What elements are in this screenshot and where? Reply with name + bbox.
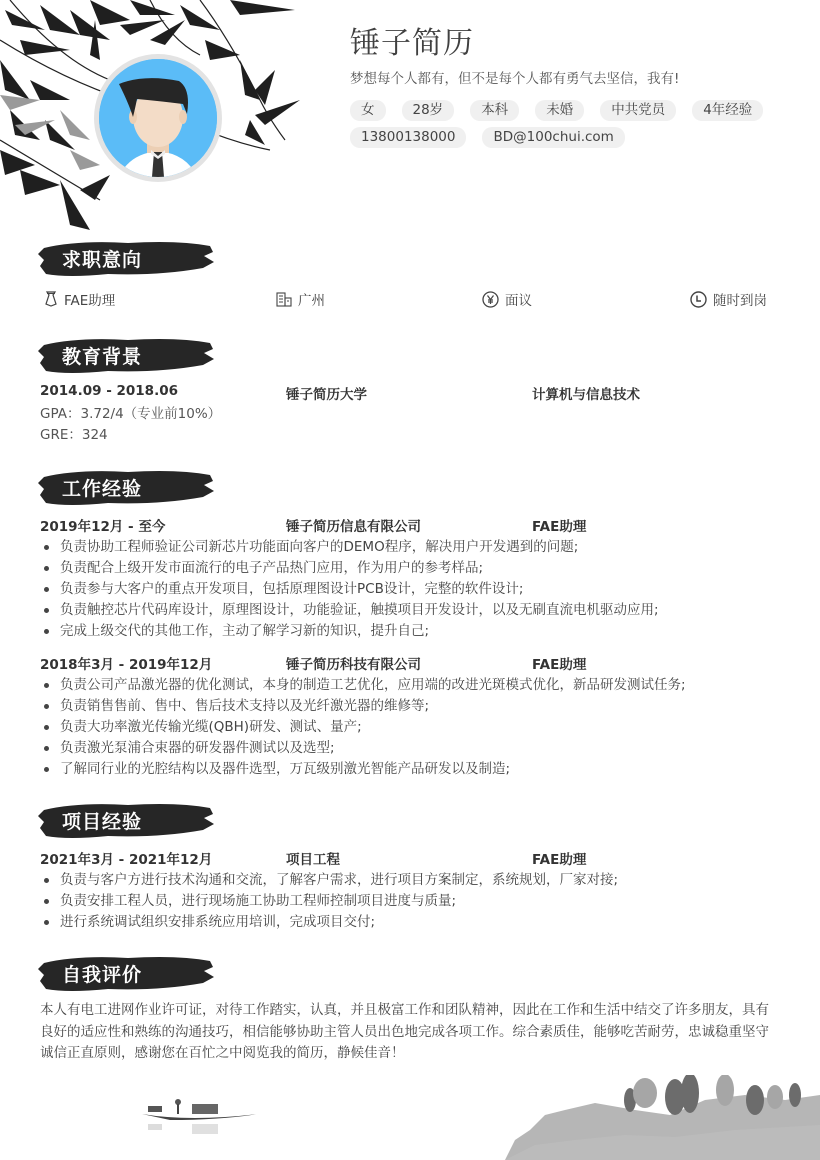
avatar-illustration	[99, 59, 217, 177]
list-item: 完成上级交代的其他工作，主动了解学习新的知识，提升自己;	[40, 621, 780, 642]
tag-phone: 13800138000	[350, 127, 466, 148]
tag-email: BD@100chui.com	[482, 127, 624, 148]
work-1-role: FAE助理	[532, 519, 587, 535]
building-icon	[276, 292, 292, 307]
list-item: 负责激光泵浦合束器的研发器件测试以及选型;	[40, 738, 780, 759]
work-2-company: 锤子简历科技有限公司	[286, 657, 421, 673]
education-school: 锤子简历大学	[286, 387, 367, 403]
intent-availability: 随时到岗	[690, 289, 767, 309]
section-title-intent: 求职意向	[38, 238, 216, 280]
education-header-row	[40, 383, 780, 403]
tag-age: 28岁	[402, 100, 455, 121]
work-1-duties	[40, 537, 780, 642]
work-2-period: 2018年3月 - 2019年12月	[40, 657, 213, 673]
landscape-decoration	[505, 1075, 820, 1160]
section-title-self: 自我评价	[38, 953, 216, 995]
list-item: 进行系统调试组织安排系统应用培训，完成项目交付;	[40, 912, 780, 933]
project-name: 项目工程	[286, 852, 340, 868]
list-item: 负责大功率激光传输光缆(QBH)研发、测试、量产;	[40, 717, 780, 738]
section-title-education: 教育背景	[38, 335, 216, 377]
intent-city: 广州	[276, 289, 325, 309]
work-1-period: 2019年12月 - 至今	[40, 519, 166, 535]
tag-experience: 4年经验	[692, 100, 763, 121]
yen-icon	[482, 291, 499, 308]
intent-salary: 面议	[482, 289, 532, 309]
work-1-company: 锤子简历信息有限公司	[286, 519, 421, 535]
work-2-header-row	[40, 653, 780, 673]
boat-decoration	[140, 1096, 260, 1144]
work-2-duties	[40, 675, 780, 780]
tag-marital: 未婚	[535, 100, 584, 121]
list-item: 了解同行业的光腔结构以及器件选型，万瓦级别激光智能产品研发以及制造;	[40, 759, 780, 780]
section-title-work: 工作经验	[38, 467, 216, 509]
list-item: 负责公司产品激光器的优化测试，本身的制造工艺优化，应用端的改进光斑模式优化，新品研发测试任务;	[40, 675, 780, 696]
education-gre: GRE：324	[40, 427, 108, 443]
intent-position: FAE助理	[44, 289, 115, 309]
avatar	[94, 54, 222, 182]
project-role: FAE助理	[532, 852, 587, 868]
list-item: 负责触控芯片代码库设计，原理图设计，功能验证，触摸项目开发设计，以及无刷直流电机驱动应用;	[40, 600, 780, 621]
list-item: 负责销售售前、售中、售后技术支持以及光纤激光器的维修等;	[40, 696, 780, 717]
header	[350, 24, 790, 148]
list-item: 负责协助工程师验证公司新芯片功能面向客户的DEMO程序，解决用户开发遇到的问题;	[40, 537, 780, 558]
tag-gender: 女	[350, 100, 386, 121]
education-period: 2014.09 - 2018.06	[40, 383, 178, 399]
work-1-header-row	[40, 515, 780, 535]
education-major: 计算机与信息技术	[532, 387, 640, 403]
education-gpa: GPA：3.72/4（专业前10%）	[40, 406, 222, 422]
tie-icon	[44, 291, 58, 307]
self-evaluation-text: 本人有电工进网作业许可证，对待工作踏实，认真，并且极富工作和团队精神，因此在工作和生活中结交了许多朋友，具有良好的适应性和熟练的沟通技巧，相信能够协助主管人员出色地完成各项工作。综合素质佳，能够吃苦耐劳，忠诚稳重坚守诚信正直原则，感谢您在百忙之中阅览我的简历，静候佳音！	[40, 1002, 769, 1061]
work-2-role: FAE助理	[532, 657, 587, 673]
job-intent-row	[44, 289, 784, 311]
list-item: 负责参与大客户的重点开发项目，包括原理图设计PCB设计，完整的软件设计;	[40, 579, 780, 600]
tag-political: 中共党员	[600, 100, 676, 121]
motto: 梦想每个人都有，但不是每个人都有勇气去坚信，我有!	[350, 71, 680, 87]
resume-name: 锤子简历	[350, 26, 474, 61]
list-item: 负责安排工程人员，进行现场施工协助工程师控制项目进度与质量;	[40, 891, 780, 912]
list-item: 负责与客户方进行技术沟通和交流，了解客户需求，进行项目方案制定，系统规划，厂家对接;	[40, 870, 780, 891]
list-item: 负责配合上级开发市面流行的电子产品热门应用，作为用户的参考样品;	[40, 558, 780, 579]
project-header-row	[40, 848, 780, 868]
project-duties	[40, 870, 780, 933]
section-title-project: 项目经验	[38, 800, 216, 842]
tag-degree: 本科	[470, 100, 519, 121]
info-tags	[350, 100, 790, 148]
project-period: 2021年3月 - 2021年12月	[40, 852, 213, 868]
clock-icon	[690, 291, 707, 308]
